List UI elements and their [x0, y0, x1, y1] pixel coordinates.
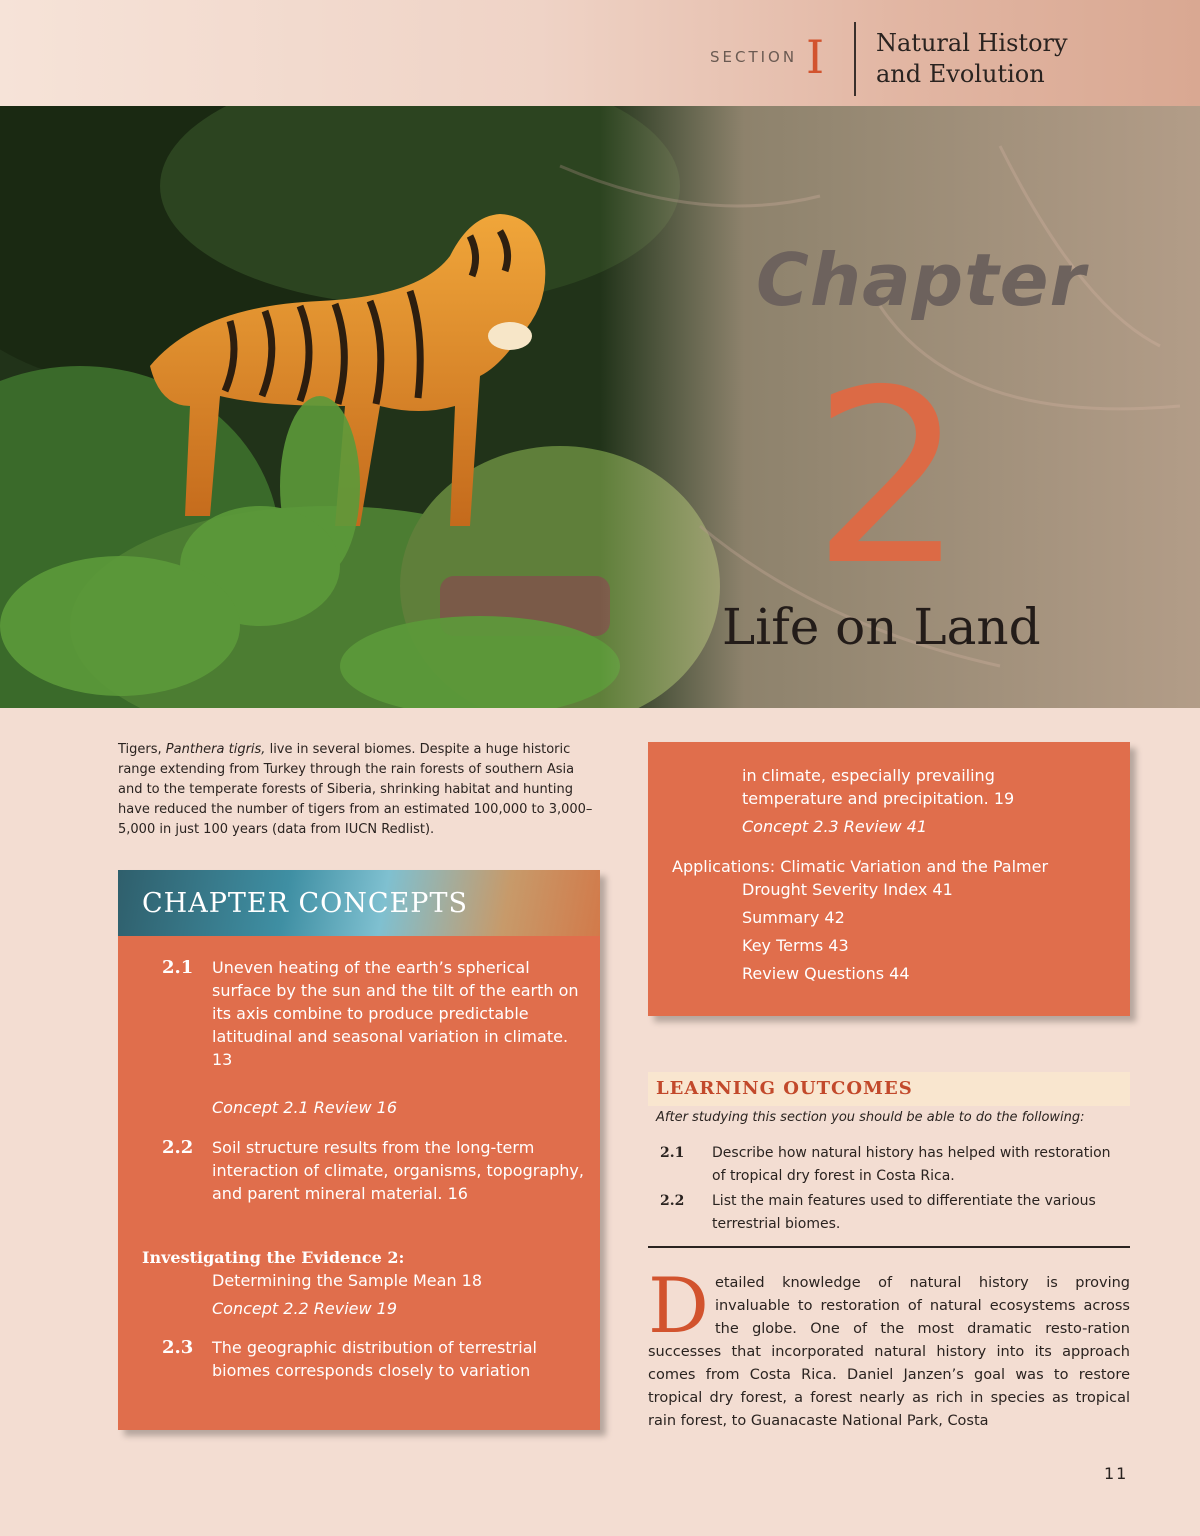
- body-paragraph: [648, 1261, 1130, 1433]
- figure-caption: [118, 740, 598, 840]
- section-label: SECTION: [710, 48, 798, 66]
- chapter-concepts-continued: [648, 742, 1130, 1016]
- outcome-number: 2.1: [660, 1145, 685, 1161]
- applications-heading[interactable]: Applications: Climatic Variation and the Palmer: [672, 857, 1049, 876]
- outcome-number: 2.2: [660, 1193, 685, 1209]
- caption-species: Panthera tigris,: [165, 742, 266, 757]
- learning-outcomes-title: LEARNING OUTCOMES: [656, 1078, 913, 1099]
- concept-number: 2.2: [162, 1137, 194, 1158]
- caption-part1: Tigers,: [118, 742, 166, 757]
- concept-number: 2.3: [162, 1337, 194, 1358]
- review-questions-link[interactable]: Review Questions 44: [742, 964, 910, 983]
- key-terms-link[interactable]: Key Terms 43: [742, 936, 849, 955]
- chapter-title: Life on Land: [722, 598, 1041, 656]
- concept-text: Uneven heating of the earth’s spherical surface by the sun and the tilt of the earth on its axis combine to produce predictable latitudinal and seasonal variation in climate. 13: [212, 958, 579, 1069]
- concept-review: Concept 2.2 Review 19: [212, 1299, 398, 1318]
- section-rule: [648, 1246, 1130, 1248]
- chapter-concepts-banner: [118, 870, 600, 936]
- applications-line[interactable]: Drought Severity Index 41: [742, 880, 953, 899]
- outcome-text: List the main features used to differentiate the various terrestrial biomes.: [712, 1193, 1096, 1232]
- learning-outcomes-bar: [648, 1072, 1130, 1106]
- concept-text: The geographic distribution of terrestrial biomes corresponds closely to variation: [212, 1338, 537, 1380]
- concept-number: 2.1: [162, 957, 194, 978]
- section-title-line2: and Evolution: [876, 60, 1045, 88]
- summary-link[interactable]: Summary 42: [742, 908, 845, 927]
- investigating-heading: Investigating the Evidence 2:: [142, 1248, 405, 1267]
- caption-part2: live in several biomes. Despite a huge historic range extending from Turkey through the rain forests of southern Asia and to the temperate forests of Siberia, shrinking habitat and hunting have reduced the number of tigers from an estimated 100,000 to 3,000–5,000 in just 100 years (data from IUCN Redlist).: [118, 742, 593, 837]
- section-numeral: I: [806, 30, 825, 84]
- section-title-line1: Natural History: [876, 29, 1068, 57]
- section-header: [708, 22, 1128, 96]
- chapter-label: Chapter: [756, 238, 1086, 322]
- chapter-concepts-box: [118, 870, 600, 1430]
- toc-cont-2[interactable]: temperature and precipitation. 19: [742, 789, 1015, 808]
- concept-2-3-review[interactable]: Concept 2.3 Review 41: [742, 817, 928, 836]
- chapter-concepts-title: CHAPTER CONCEPTS: [142, 888, 468, 919]
- concepts-list: [118, 956, 600, 1426]
- investigating-text: Determining the Sample Mean 18: [212, 1271, 483, 1290]
- toc-cont-1: in climate, especially prevailing: [742, 766, 995, 785]
- page-number: 11: [1104, 1464, 1129, 1483]
- concept-review: Concept 2.1 Review 16: [212, 1098, 398, 1117]
- outcome-text: Describe how natural history has helped with restoration of tropical dry forest in Costa Rica.: [712, 1145, 1111, 1184]
- chapter-number: 2: [812, 338, 965, 618]
- section-divider: [854, 22, 856, 96]
- learning-outcomes-intro: After studying this section you should be able to do the following:: [656, 1110, 1085, 1125]
- section-title: [876, 28, 1068, 90]
- hero-image: [0, 106, 1200, 708]
- body-text: etailed knowledge of natural history is proving invaluable to restoration of natural ecosystems across the globe. One of the most dramatic resto-ration successes that incorporated natural history into its approach comes from Costa Rica. Daniel Janzen’s goal was to restore tropical dry forest, a forest nearly as rich in species as tropical rain forest, to Guanacaste National Park, Costa: [648, 1275, 1130, 1429]
- drop-cap: D: [648, 1261, 709, 1350]
- concept-text: Soil structure results from the long-term interaction of climate, organisms, topography, and parent mineral material. 16: [212, 1138, 584, 1203]
